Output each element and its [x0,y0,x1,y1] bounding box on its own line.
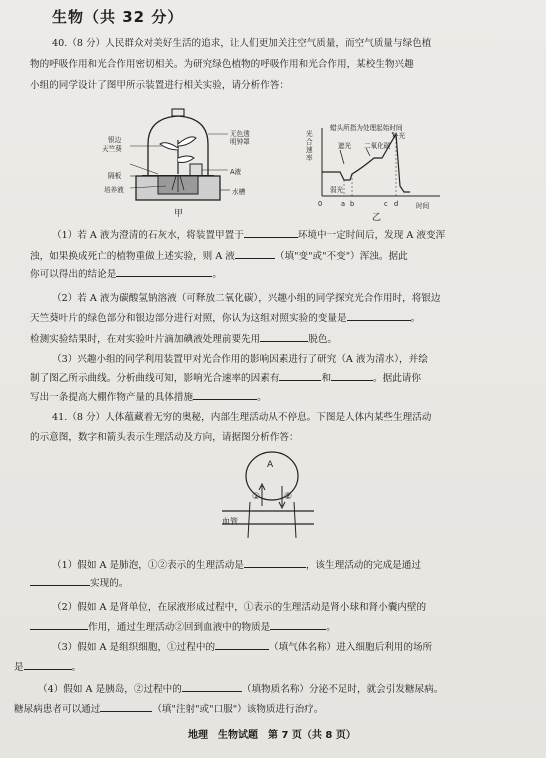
q41-s2-line2: 作用，通过生理活动②回到血液中的物质是 。 [30,618,336,639]
fig-yi-co2: 二氧化碳 [364,142,391,150]
fig-yi-x-axis: 时间 [416,202,430,210]
q41-line1: 41.（8 分）人体蕴藏着无穷的奥秘，内部生理活动从不停息。下图是人体内某些生理活动 [52,412,432,423]
q40-p1-line2: 浊，如果换成死亡的植物重做上述实验，则 A 液 （填"变"或"不变"）浑浊。据此 [30,247,408,268]
fig-yi-light: 补光 [392,132,406,140]
fig-jia-label-glass-cover: 无色透明钟罩 [230,130,250,146]
answer-blank[interactable] [182,680,242,692]
fig-yi-top-note: 蜡头所指为处理起始时间 [330,124,403,132]
fig-q41-a: A [267,460,274,470]
answer-blank[interactable] [24,658,72,670]
q41-s1-line2: 实现的。 [30,574,128,595]
fig-yi-weak-light: 弱光 [330,186,344,194]
fig-q41-2: ② [284,492,293,502]
answer-blank[interactable] [244,556,306,568]
q41-s2-line1: （2）假如 A 是肾单位，在尿液形成过程中，①表示的生理活动是肾小球和肾小囊内壁的 [52,602,427,613]
figure-yi-curve [300,120,450,210]
fig-jia-label-medium: 培养液 [104,186,124,194]
q41-s3-line1: （3）假如 A 是组织细胞，①过程中的 （填气体名称）进入细胞后利用的场所 [52,638,432,659]
answer-blank[interactable] [30,618,88,630]
fig-yi-y-axis: 光合速率 [306,130,313,162]
answer-blank[interactable] [244,226,298,238]
fig-jia-label-sunflower: 天竺葵 [102,145,122,153]
q40-line2: 物的呼吸作用和光合作用密切相关。为研究绿色植物的呼吸作用和光合作用，某校生物兴趣 [30,59,414,70]
fig-jia-label-silver: 银边 [108,136,122,144]
answer-blank[interactable] [116,265,212,277]
q40-p3-line1: （3）兴趣小组的同学利用装置甲对光合作用的影响因素进行了研究（A 液为清水），并绘 [52,354,428,365]
q40-p3-line2: 制了图乙所示曲线。分析曲线可知，影响光合速率的因素有 和 。据此请你 [30,369,421,390]
answer-blank[interactable] [30,574,90,586]
answer-blank[interactable] [100,700,152,712]
figure-jia-apparatus [96,104,286,214]
fig-yi-tick-a: a [341,200,346,208]
answer-blank[interactable] [215,638,269,650]
q40-line3: 小组的同学设计了图甲所示装置进行相关实验，请分析作答： [30,80,290,91]
answer-blank[interactable] [260,330,308,342]
section-title: 生物（共 32 分） [52,8,184,26]
fig-q41-1: ① [252,492,261,502]
q40-p1-line3: 你可以得出的结论是 。 [30,265,222,286]
q40-p2-line2: 天竺葵叶片的绿色部分和银边部分进行对照，你认为这组对照实验的变量是 。 [30,309,420,330]
fig-yi-tick-c: c [384,200,388,208]
q41-s4-line2: 糖尿病患者可以通过 （填"注射"或"口服"）该物质进行治疗。 [14,700,324,721]
answer-blank[interactable] [279,369,321,381]
answer-blank[interactable] [193,388,257,400]
q41-line2: 的示意图，数字和箭头表示生理活动及方向，请据图分析作答： [30,432,299,443]
figure-q41-diagram [222,448,342,538]
q40-p3-line3: 写出一条提高大棚作物产量的具体措施 。 [30,388,267,409]
q41-s1-line1: （1）假如 A 是肺泡，①②表示的生理活动是 ，该生理活动的完成是通过 [52,556,421,577]
answer-blank[interactable] [331,369,373,381]
answer-blank[interactable] [235,247,275,259]
fig-jia-label-water-tank: 水槽 [232,188,246,196]
fig-jia-caption: 甲 [174,209,184,219]
fig-yi-tick-0: 0 [318,200,323,208]
q41-s4-line1: （4）假如 A 是胰岛，②过程中的 （填物质名称）分泌不足时，就会引发糖尿病。 [38,680,443,701]
q41-s3-line2: 是 。 [14,658,81,679]
fig-yi-tick-d: d [394,200,399,208]
q40-p2-line1: （2）若 A 液为碳酸氢钠溶液（可释放二氧化碳），兴趣小组的同学探究光合作用时，将银边 [52,293,441,304]
fig-jia-label-partition: 隔板 [108,172,122,180]
fig-yi-tick-b: b [350,200,355,208]
fig-q41-vessel: 血管 [222,517,238,526]
fig-jia-label-liquid-a: A液 [230,168,242,176]
q40-p1-line1: （1）若 A 液为澄清的石灰水，将装置甲置于 环境中一定时间后，发现 A 液变浑 [52,226,445,247]
fig-yi-caption: 乙 [372,213,382,223]
answer-blank[interactable] [347,309,411,321]
q40-p2-line3: 检测实验结果时，在对实验叶片滴加碘液处理前要先用 脱色。 [30,330,337,351]
answer-blank[interactable] [270,618,326,630]
fig-yi-shade: 遮光 [338,142,352,150]
page-footer: 地理 生物试题 第 7 页（共 8 页） [188,730,356,741]
q40-line1: 40.（8 分）人民群众对美好生活的追求，让人们更加关注空气质量，而空气质量与绿色植 [52,38,432,49]
